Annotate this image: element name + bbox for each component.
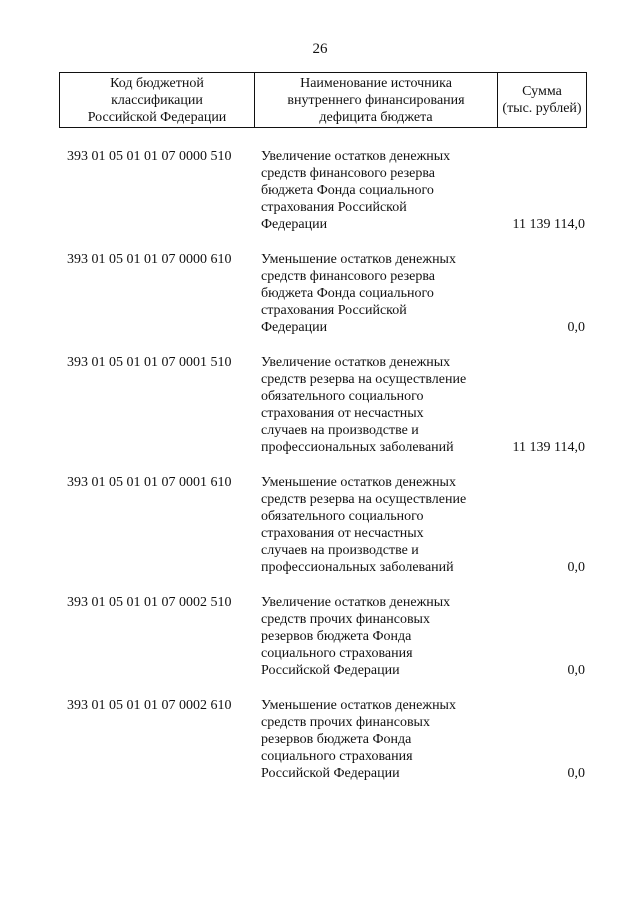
row-code: 393 01 05 01 01 07 0002 610 — [67, 698, 232, 713]
row-name: Уменьшение остатков денежных средств финансового резерва бюджета Фонда социального страхования Российской Федерации — [261, 252, 456, 335]
header-name: Наименование источника внутреннего финансирования дефицита бюджета — [255, 73, 498, 127]
row-sum-value: 0,0 — [567, 663, 585, 678]
table-row — [59, 697, 587, 782]
row-sum-value: 11 139 114,0 — [512, 217, 585, 232]
table-row — [59, 474, 587, 576]
row-sum-value: 11 139 114,0 — [512, 440, 585, 455]
row-name: Увеличение остатков денежных средств прочих финансовых резервов бюджета Фонда социального страхования Российской Федерации — [261, 595, 451, 678]
page-number: 26 — [312, 41, 328, 57]
row-name: Увеличение остатков денежных средств финансового резерва бюджета Фонда социального страхования Российской Федерации — [261, 149, 451, 232]
row-name: Уменьшение остатков денежных средств резерва на осуществление обязательного социального страхования от несчастных случаев на производстве и профессиональных заболеваний — [261, 475, 467, 575]
row-sum — [490, 148, 587, 233]
row-name: Уменьшение остатков денежных средств прочих финансовых резервов бюджета Фонда социального страхования Российской Федерации — [261, 698, 456, 781]
table-row — [59, 594, 587, 679]
row-sum — [490, 697, 587, 782]
row-sum — [490, 251, 587, 336]
row-code: 393 01 05 01 01 07 0001 510 — [67, 355, 232, 370]
table-header — [59, 72, 587, 128]
row-code: 393 01 05 01 01 07 0001 610 — [67, 475, 232, 490]
header-sum: Сумма (тыс. рублей) — [502, 84, 582, 116]
header-code: Код бюджетной классификации Российской Федерации — [60, 73, 255, 127]
row-sum-value: 0,0 — [567, 560, 585, 575]
row-code: 393 01 05 01 01 07 0000 510 — [67, 149, 232, 164]
row-code: 393 01 05 01 01 07 0002 510 — [67, 595, 232, 610]
table-body — [59, 148, 587, 800]
row-code: 393 01 05 01 01 07 0000 610 — [67, 252, 232, 267]
row-sum — [490, 474, 587, 576]
row-name: Увеличение остатков денежных средств резерва на осуществление обязательного социального страхования от несчастных случаев на производстве и профессиональных заболеваний — [261, 355, 467, 455]
table-row — [59, 148, 587, 233]
table-row — [59, 251, 587, 336]
row-sum-value: 0,0 — [567, 766, 585, 781]
row-sum — [490, 354, 587, 456]
row-sum — [490, 594, 587, 679]
row-sum-value: 0,0 — [567, 320, 585, 335]
table-row — [59, 354, 587, 456]
